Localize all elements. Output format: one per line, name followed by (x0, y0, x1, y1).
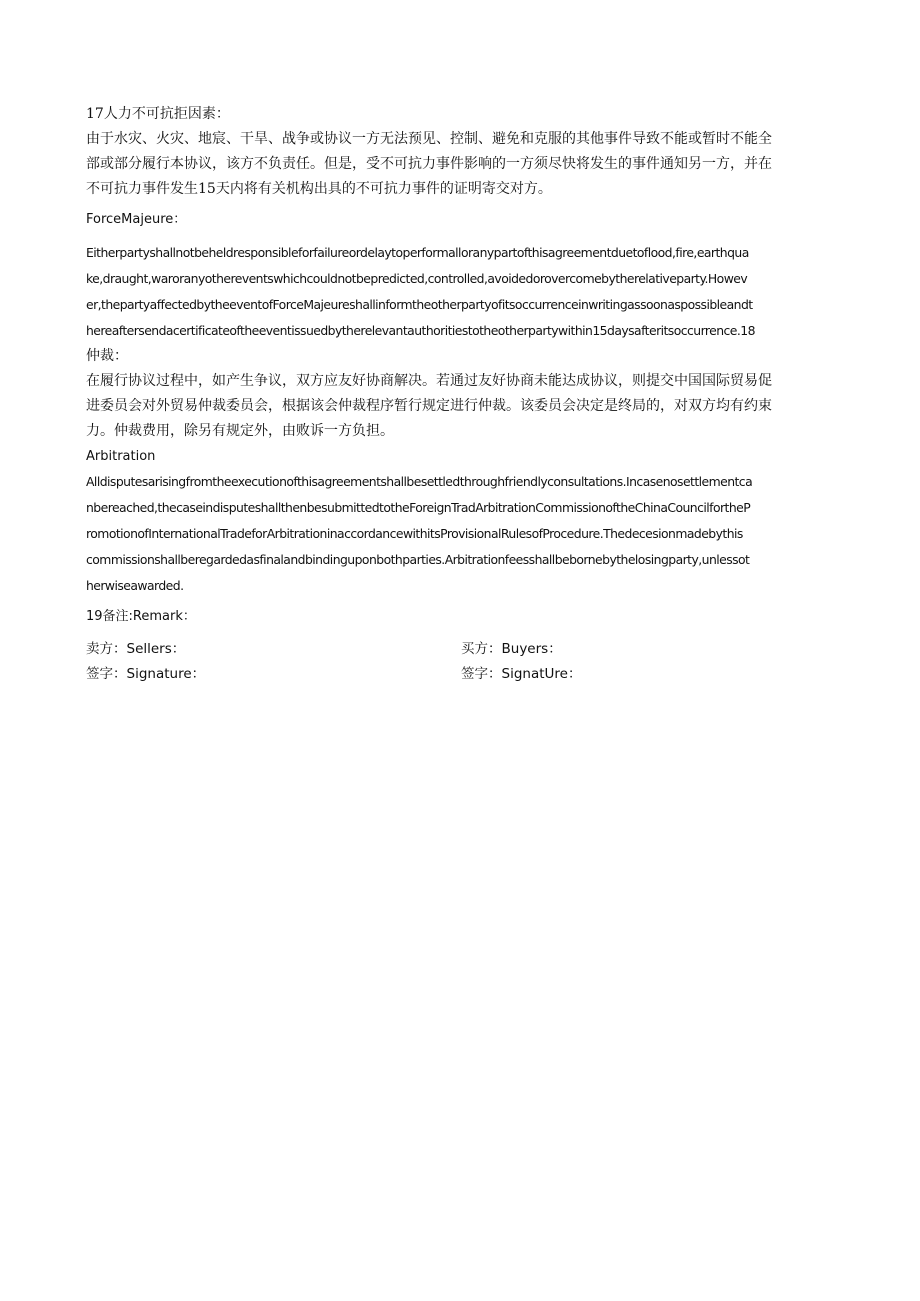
force-majeure-en-line-2: ke,draught,waroranyothereventswhichcouldnotbepredicted,controlled,avoidedorovercomebytherelativeparty.Howev (86, 271, 748, 286)
arbitration-cn-line-1: 在履行协议过程中，如产生争议，双方应友好协商解决。若通过友好协商未能达成协议，则提交中国国际贸易促 (86, 373, 772, 389)
arbitration-en-line-5: herwiseawarded. (86, 578, 184, 593)
seller-signature-label-cn: 签字： (86, 666, 127, 682)
buyer-label-cn: 买方： (461, 641, 502, 657)
contract-page (86, 102, 836, 687)
arbitration-cn-line-2: 进委员会对外贸易仲裁委员会，根据该会仲裁程序暂行规定进行仲裁。该委员会决定是终局的，对双方均有约束 (86, 398, 772, 414)
force-majeure-cn-line-2: 部或部分履行本协议，该方不负责任。但是，受不可抗力事件影响的一方须尽快将发生的事件通知另一方，并在 (86, 156, 772, 172)
arbitration-heading-cn: 仲裁： (86, 348, 128, 364)
arbitration-en-line-2: nbereached,thecaseindisputeshallthenbesubmittedtotheForeignTradArbitrationCommissionoftheChinaCouncilfortheP (86, 500, 751, 515)
seller-label-cn: 卖方： (86, 641, 127, 657)
buyer-label-en: Buyers： (501, 641, 562, 657)
buyer-label (461, 637, 836, 662)
force-majeure-heading-en: ForceMajeure： (86, 212, 187, 227)
seller-label (86, 637, 461, 662)
remark-heading: 19备注:Remark： (86, 609, 196, 624)
force-majeure-en-line-1: Eitherpartyshallnotbeheldresponsibleforfailureordelaytoperformalloranypartofthisagreementduetoflood,fire,earthqua (86, 245, 749, 260)
arbitration-en-line-1: Alldisputesarisingfromtheexecutionofthisagreementshallbesettledthroughfriendlyconsultations.Incasenosettlementca (86, 474, 753, 489)
signature-row (86, 662, 836, 687)
force-majeure-cn-line-1: 由于水灾、火灾、地宸、干旱、战争或协议一方无法预见、控制、避免和克服的其他事件导致不能或暂时不能全 (86, 131, 772, 147)
buyer-signature-label (461, 662, 836, 687)
arbitration-en-line-4: commissionshallberegardedasfinalandbindinguponbothparties.Arbitrationfeesshallbebornebythelosingparty,unlessot (86, 552, 750, 567)
arbitration-cn-line-3: 力。仲裁费用，除另有规定外，由败诉一方负担。 (86, 423, 394, 439)
parties-row (86, 637, 836, 662)
buyer-signature-label-en: SignatUre： (501, 666, 582, 682)
seller-signature-label-en: Signature： (126, 666, 206, 682)
arbitration-heading-en: Arbitration (86, 449, 156, 464)
force-majeure-en-line-4: hereaftersendacertificateoftheeventissuedbytherelevantauthoritiestotheotherpartywithin15daysafteritsoccurrence.18 (86, 323, 755, 338)
arbitration-en-line-3: romotionofInternationalTradeforArbitrationinaccordancewithitsProvisionalRulesofProcedure.Thedecesionmadebythis (86, 526, 743, 541)
seller-label-en: Sellers： (126, 641, 186, 657)
force-majeure-en-line-3: er,thepartyaffectedbytheeventofForceMajeureshallinformtheotherpartyofitsoccurrenceinwritingassoonaspossibleandt (86, 297, 753, 312)
seller-signature-label (86, 662, 461, 687)
buyer-signature-label-cn: 签字： (461, 666, 502, 682)
force-majeure-cn-line-3: 不可抗力事件发生15天内将有关机构出具的不可抗力事件的证明寄交对方。 (86, 181, 552, 197)
force-majeure-heading-cn: 17人力不可抗拒因素： (86, 106, 230, 122)
